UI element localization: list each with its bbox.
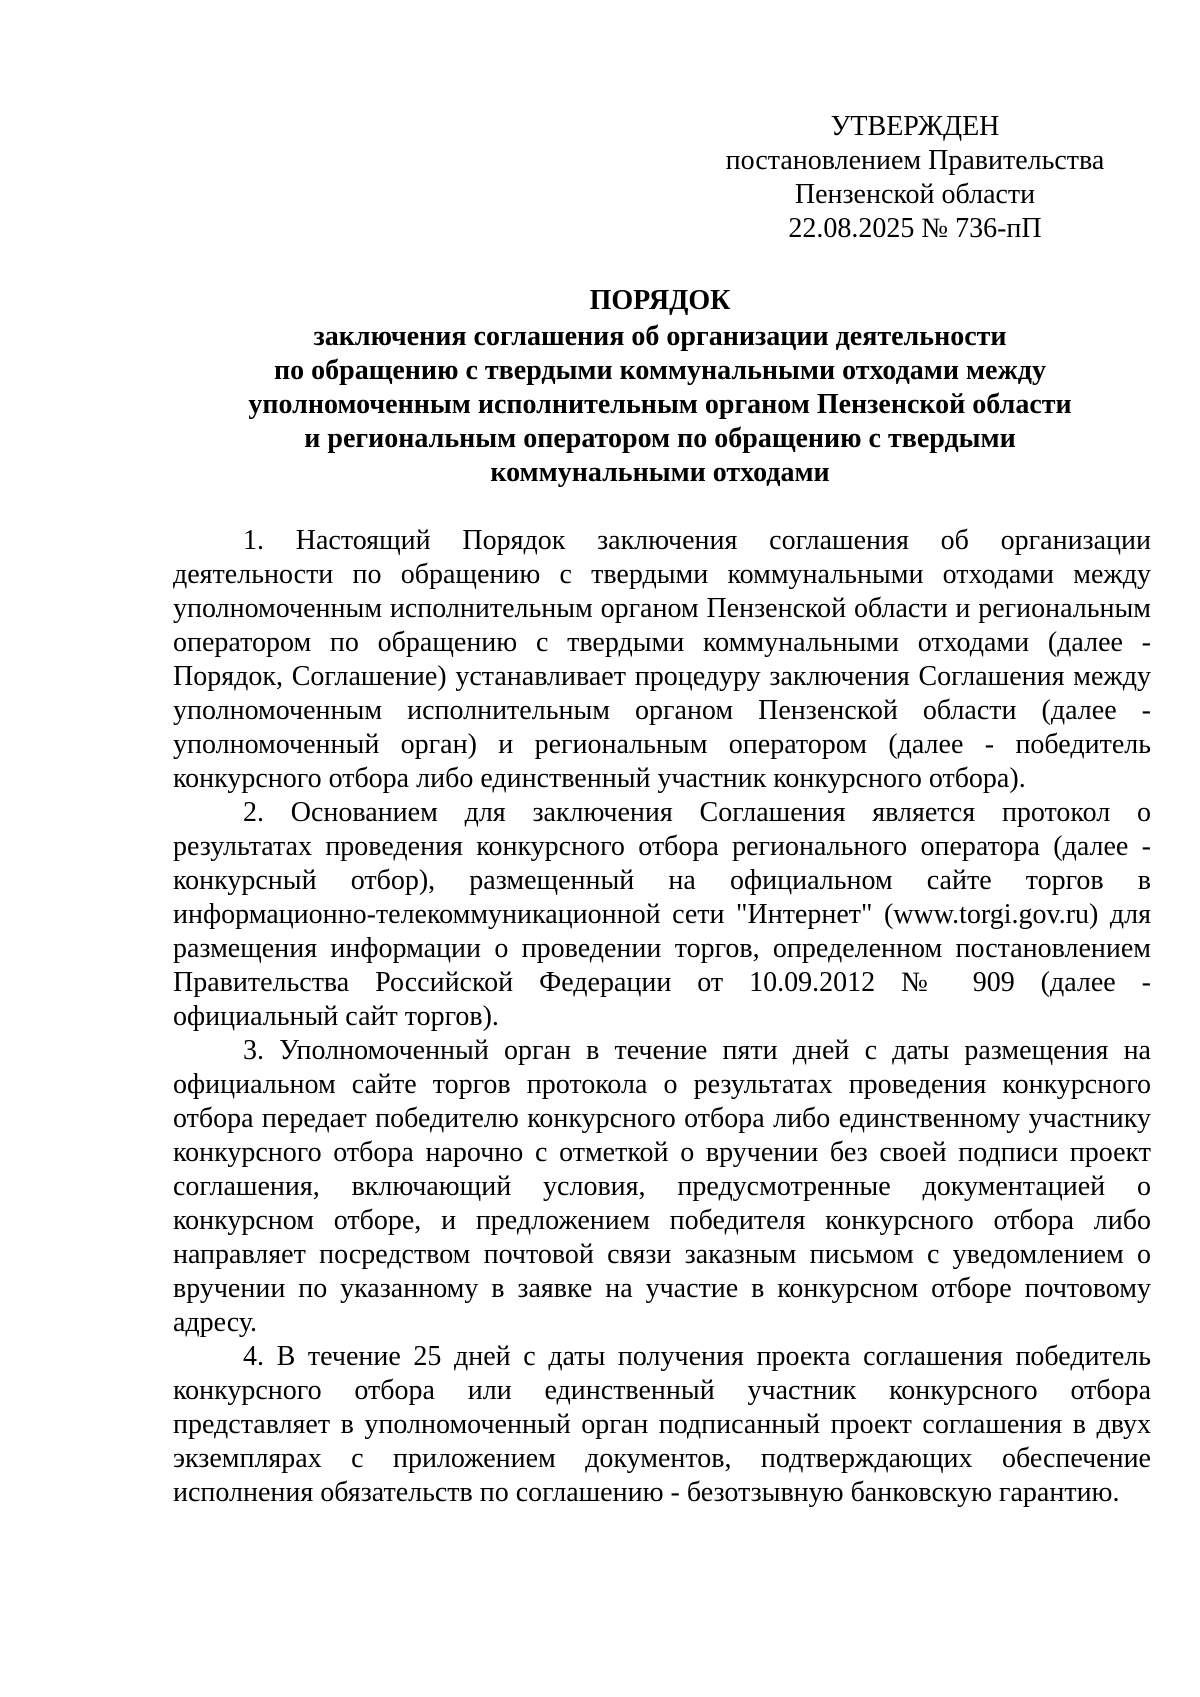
title-line: коммунальными отходами: [490, 457, 830, 488]
title-line: уполномоченным исполнительным органом Пензенской области: [248, 389, 1072, 420]
approval-region-line: Пензенской области: [794, 179, 1036, 210]
document-body: [173, 524, 1151, 1510]
title-line: по обращению с твердыми коммунальными отходами между: [274, 355, 1046, 386]
title-line: заключения соглашения об организации деятельности: [313, 321, 1007, 352]
document-title: [170, 284, 1150, 490]
title-main: ПОРЯДОК: [589, 285, 731, 316]
paragraph-2: 2. Основанием для заключения Соглашения является протокол о результатах проведения конкурсного отбора регионального оператора (далее - конкурсный отбор), размещенный на официальном сайте торгов в информационно-телекоммуникационной сети "Интернет" (www.torgi.gov.ru) для размещения информации о проведении торгов, определенном постановлением Правительства Российской Федерации от 10.09.2012 № 909 (далее - официальный сайт торгов).: [173, 797, 1151, 1032]
approval-date-number: 22.08.2025 № 736-пП: [788, 213, 1042, 244]
approval-resolution-line: постановлением Правительства: [725, 145, 1105, 176]
approval-block: [700, 110, 1130, 246]
approval-heading: УТВЕРЖДЕН: [830, 111, 1000, 142]
paragraph-3: 3. Уполномоченный орган в течение пяти дней с даты размещения на официальном сайте торгов протокола о результатах проведения конкурсного отбора передает победителю конкурсного отбора либо единственному участнику конкурсного отбора нарочно с отметкой о вручении без своей подписи проект соглашения, включающий условия, предусмотренные документацией о конкурсном отборе, и предложением победителя конкурсного отбора либо направляет посредством почтовой связи заказным письмом с уведомлением о вручении по указанному в заявке на участие в конкурсном отборе почтовому адресу.: [173, 1035, 1151, 1338]
paragraph-4: 4. В течение 25 дней с даты получения проекта соглашения победитель конкурсного отбора или единственный участник конкурсного отбора представляет в уполномоченный орган подписанный проект соглашения в двух экземплярах с приложением документов, подтверждающих обеспечение исполнения обязательств по соглашению - безотзывную банковскую гарантию.: [173, 1341, 1151, 1508]
paragraph-1: 1. Настоящий Порядок заключения соглашения об организации деятельности по обращению с твердыми коммунальными отходами между уполномоченным исполнительным органом Пензенской области и региональным оператором по обращению с твердыми коммунальными отходами (далее - Порядок, Соглашение) устанавливает процедуру заключения Соглашения между уполномоченным исполнительным органом Пензенской области (далее - уполномоченный орган) и региональным оператором (далее - победитель конкурсного отбора либо единственный участник конкурсного отбора).: [173, 525, 1151, 794]
title-line: и региональным оператором по обращению с твердыми: [304, 423, 1016, 454]
